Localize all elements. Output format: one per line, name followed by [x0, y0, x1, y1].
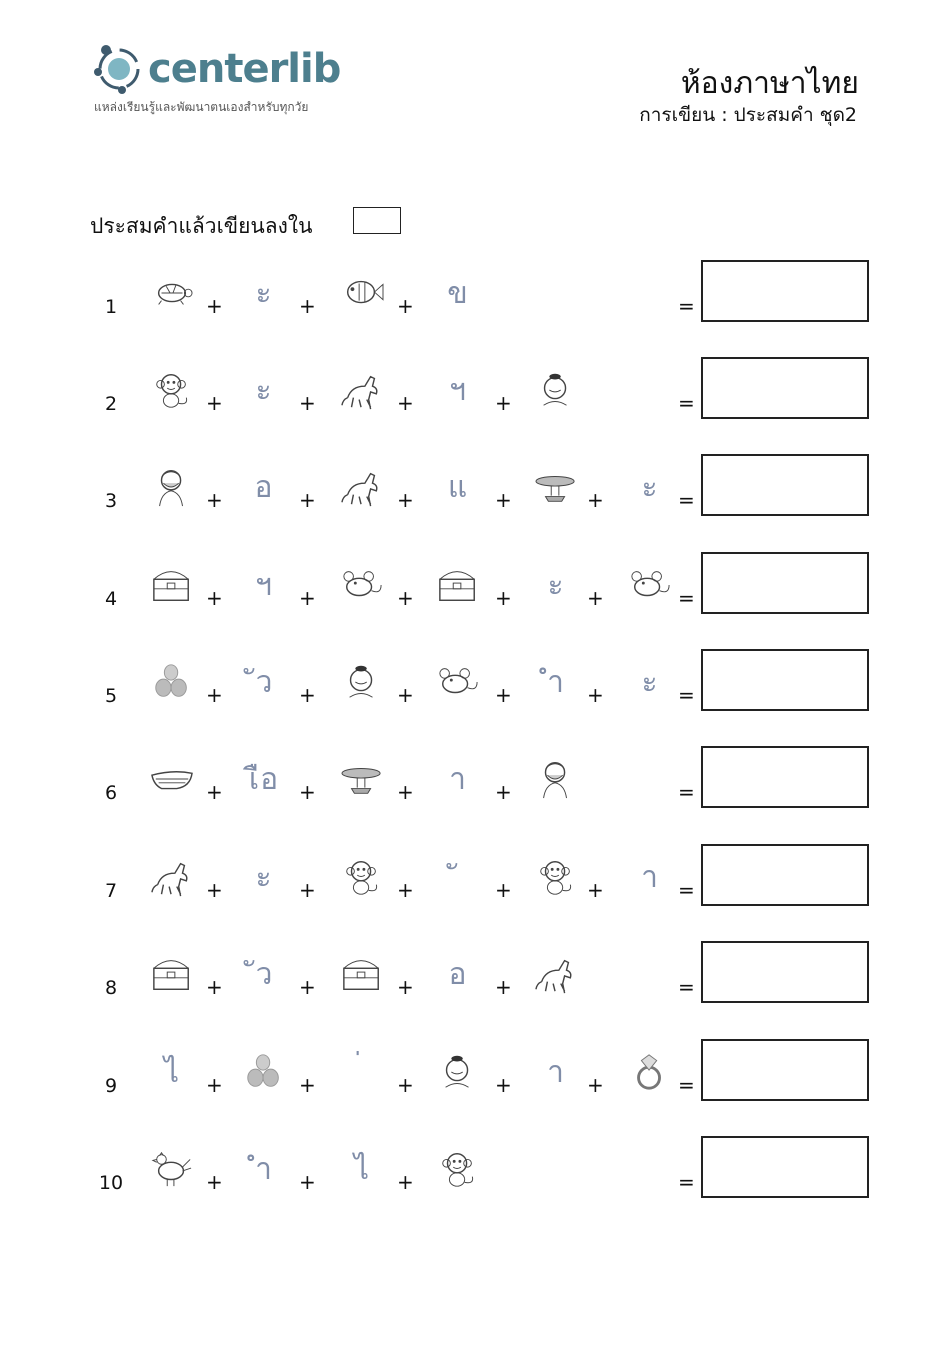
equals-sign: =: [678, 1073, 695, 1097]
thai-glyph: [432, 756, 484, 802]
equals-sign: =: [678, 1170, 695, 1194]
chicken-icon: [146, 1146, 198, 1192]
page-title: ห้องภาษาไทย: [680, 66, 859, 101]
plus-sign: +: [299, 780, 316, 804]
monkey-icon: [432, 1146, 484, 1192]
thai-glyph: [530, 659, 582, 705]
row-number: 8: [104, 977, 118, 999]
plus-sign: +: [397, 975, 414, 999]
row-number: 9: [104, 1075, 118, 1097]
answer-box[interactable]: [701, 746, 869, 808]
chest-icon: [432, 562, 484, 608]
plus-sign: +: [587, 683, 604, 707]
plus-sign: +: [495, 878, 512, 902]
answer-box[interactable]: [701, 1039, 869, 1101]
answer-box[interactable]: [701, 649, 869, 711]
thai-glyph: [624, 659, 676, 705]
plus-sign: +: [397, 1073, 414, 1097]
equals-sign: =: [678, 391, 695, 415]
plus-sign: +: [587, 1073, 604, 1097]
plus-sign: +: [397, 586, 414, 610]
thai-glyph-text: ฯ: [449, 372, 467, 408]
horse-icon: [146, 854, 198, 900]
plus-sign: +: [206, 1170, 223, 1194]
thai-glyph-text: า: [449, 761, 467, 797]
plus-sign: +: [299, 586, 316, 610]
thai-glyph-text: า: [547, 1054, 565, 1090]
thai-glyph-text: ำ: [255, 1151, 273, 1187]
pedestal-tray-icon: [336, 756, 388, 802]
plus-sign: +: [397, 683, 414, 707]
plus-sign: +: [495, 1073, 512, 1097]
thai-glyph-text: ่: [361, 1054, 363, 1090]
thai-glyph: [238, 951, 290, 997]
plus-sign: +: [397, 391, 414, 415]
row-number: 3: [104, 490, 118, 512]
thai-glyph: [624, 464, 676, 510]
thai-glyph: [530, 1049, 582, 1095]
thai-glyph-text: ฯ: [255, 567, 273, 603]
thai-glyph: [336, 1049, 388, 1095]
exercise-row: [0, 1037, 951, 1107]
chest-icon: [146, 562, 198, 608]
boy-icon: [432, 1049, 484, 1095]
thai-glyph: [238, 854, 290, 900]
plus-sign: +: [587, 878, 604, 902]
row-number: 4: [104, 588, 118, 610]
plus-sign: +: [397, 1170, 414, 1194]
plus-sign: +: [495, 391, 512, 415]
plus-sign: +: [206, 975, 223, 999]
thai-glyph: [336, 1146, 388, 1192]
exercise-row: [0, 744, 951, 814]
pedestal-tray-icon: [530, 464, 582, 510]
answer-box[interactable]: [701, 552, 869, 614]
plus-sign: +: [206, 683, 223, 707]
thai-glyph-text: ะ: [641, 469, 659, 505]
thai-glyph: [432, 464, 484, 510]
thai-glyph: [146, 1049, 198, 1095]
mouse-icon: [432, 659, 484, 705]
thai-glyph: [238, 756, 290, 802]
thai-glyph-text: ำ: [547, 664, 565, 700]
logo: [92, 42, 352, 122]
plus-sign: +: [397, 878, 414, 902]
plus-sign: +: [206, 780, 223, 804]
thai-glyph-text: อ: [448, 956, 468, 992]
plus-sign: +: [495, 586, 512, 610]
thai-glyph-text: ไ: [353, 1151, 371, 1187]
logo-mark-icon: [92, 42, 146, 96]
plus-sign: +: [299, 294, 316, 318]
plus-sign: +: [495, 683, 512, 707]
row-number: 6: [104, 782, 118, 804]
mouse-icon: [336, 562, 388, 608]
thai-glyph: [624, 854, 676, 900]
plus-sign: +: [495, 488, 512, 512]
thai-glyph-text: ะ: [255, 372, 273, 408]
mouse-icon: [624, 562, 676, 608]
old-man-icon: [530, 756, 582, 802]
ring-icon: [624, 1049, 676, 1095]
equals-sign: =: [678, 683, 695, 707]
thai-glyph-text: ไ: [163, 1054, 181, 1090]
row-number: 10: [98, 1172, 124, 1194]
plus-sign: +: [299, 391, 316, 415]
plus-sign: +: [299, 683, 316, 707]
old-man-icon: [146, 464, 198, 510]
answer-box[interactable]: [701, 941, 869, 1003]
thai-glyph: [238, 1146, 290, 1192]
row-number: 5: [104, 685, 118, 707]
answer-box[interactable]: [701, 260, 869, 322]
turtle-icon: [146, 270, 198, 316]
thai-glyph: [238, 464, 290, 510]
chest-icon: [146, 951, 198, 997]
plus-sign: +: [397, 780, 414, 804]
answer-box[interactable]: [701, 357, 869, 419]
equals-sign: =: [678, 586, 695, 610]
exercise-row: [0, 647, 951, 717]
plus-sign: +: [299, 878, 316, 902]
plus-sign: +: [206, 391, 223, 415]
eggs-icon: [146, 659, 198, 705]
plus-sign: +: [397, 294, 414, 318]
plus-sign: +: [206, 488, 223, 512]
thai-glyph-text: ะ: [255, 275, 273, 311]
thai-glyph-text: ข: [447, 275, 469, 311]
thai-glyph-text: อ: [254, 469, 274, 505]
monkey-icon: [336, 854, 388, 900]
boy-icon: [336, 659, 388, 705]
page-subtitle: การเขียน : ประสมคำ ชุด2: [639, 104, 857, 126]
thai-glyph: [238, 367, 290, 413]
thai-glyph-text: ัว: [254, 664, 274, 700]
plus-sign: +: [299, 975, 316, 999]
exercise-row: [0, 1134, 951, 1204]
exercise-row: [0, 550, 951, 620]
row-number: 7: [104, 880, 118, 902]
thai-glyph-text: แ: [447, 469, 469, 505]
plus-sign: +: [206, 1073, 223, 1097]
thai-glyph-text: ะ: [547, 567, 565, 603]
thai-glyph-text: ะ: [255, 859, 273, 895]
horse-icon: [336, 367, 388, 413]
thai-glyph: [432, 367, 484, 413]
fish-icon: [336, 270, 388, 316]
equals-sign: =: [678, 878, 695, 902]
chest-icon: [336, 951, 388, 997]
thai-glyph: [238, 562, 290, 608]
plus-sign: +: [299, 1073, 316, 1097]
exercise-row: [0, 258, 951, 328]
horse-icon: [336, 464, 388, 510]
monkey-icon: [146, 367, 198, 413]
plus-sign: +: [587, 586, 604, 610]
equals-sign: =: [678, 975, 695, 999]
horse-icon: [530, 951, 582, 997]
answer-box[interactable]: [701, 454, 869, 516]
plus-sign: +: [299, 488, 316, 512]
answer-box[interactable]: [701, 1136, 869, 1198]
boat-icon: [146, 756, 198, 802]
instruction-text: ประสมคำแล้วเขียนลงใน: [90, 214, 313, 238]
thai-glyph: [432, 951, 484, 997]
thai-glyph-text: เือ: [248, 761, 280, 797]
eggs-icon: [238, 1049, 290, 1095]
plus-sign: +: [495, 975, 512, 999]
monkey-icon: [530, 854, 582, 900]
boy-icon: [530, 367, 582, 413]
exercise-row: [0, 355, 951, 425]
plus-sign: +: [206, 294, 223, 318]
thai-glyph: [530, 562, 582, 608]
equals-sign: =: [678, 294, 695, 318]
plus-sign: +: [397, 488, 414, 512]
plus-sign: +: [495, 780, 512, 804]
logo-text: centerlib: [148, 46, 341, 92]
thai-glyph: [238, 659, 290, 705]
thai-glyph-text: ัว: [254, 956, 274, 992]
plus-sign: +: [206, 878, 223, 902]
answer-box[interactable]: [701, 844, 869, 906]
thai-glyph: [432, 270, 484, 316]
thai-glyph: [432, 854, 484, 900]
exercise-row: [0, 939, 951, 1009]
exercise-row: [0, 842, 951, 912]
row-number: 1: [104, 296, 118, 318]
plus-sign: +: [587, 488, 604, 512]
equals-sign: =: [678, 780, 695, 804]
thai-glyph-text: ั: [457, 859, 459, 895]
exercise-row: [0, 452, 951, 522]
plus-sign: +: [206, 586, 223, 610]
thai-glyph: [238, 270, 290, 316]
logo-tagline: แหล่งเรียนรู้และพัฒนาตนเองสำหรับทุกวัย: [94, 100, 309, 114]
row-number: 2: [104, 393, 118, 415]
equals-sign: =: [678, 488, 695, 512]
instruction-box-sample: [353, 207, 401, 234]
thai-glyph-text: า: [641, 859, 659, 895]
thai-glyph-text: ะ: [641, 664, 659, 700]
plus-sign: +: [299, 1170, 316, 1194]
